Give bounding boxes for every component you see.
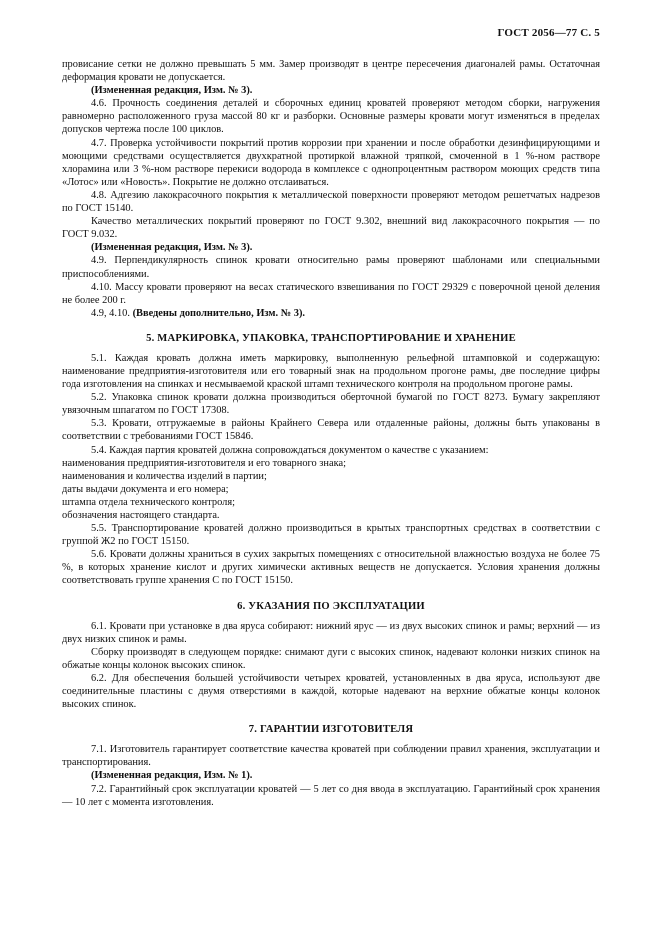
- revision-note: (Измененная редакция, Изм. № 1).: [91, 770, 253, 782]
- paragraph: даты выдачи документа и его номера;: [62, 483, 229, 495]
- paragraph: 4.10. Массу кровати проверяют на весах статического взвешивания по ГОСТ 29329 с поверочной ценой деления не более 200 г.: [62, 281, 600, 306]
- paragraph: 5.1. Каждая кровать должна иметь маркировку, выполненную рельефной штамповкой и содержащую: наименование предприятия-изготовителя или его товарный знак на продольном прогоне рамы, две последние цифры года изготовления на спинках и несмываемой краской штамп технического контроля на продольном прогоне рамы.: [62, 352, 600, 391]
- paragraph: наименования и количества изделий в партии;: [62, 470, 267, 482]
- paragraph: 6.1. Кровати при установке в два яруса собирают: нижний ярус — из двух высоких спинок и рамы; верхний — из двух низких спинок и рамы.: [62, 620, 600, 645]
- paragraph: 5.3. Кровати, отгружаемые в районы Крайнего Севера или отдаленные районы, должны быть упакованы в соответствии с требованиями ГОСТ 15846.: [62, 418, 600, 443]
- section-heading: 6. УКАЗАНИЯ ПО ЭКСПЛУАТАЦИИ: [237, 600, 425, 612]
- paragraph: 7.1. Изготовитель гарантирует соответствие качества кроватей при соблюдении правил хранения, эксплуатации и транспортирования.: [62, 744, 600, 769]
- paragraph: 4.8. Адгезию лакокрасочного покрытия к металлической поверхности проверяют методом решетчатых надрезов по ГОСТ 15140.: [62, 189, 600, 215]
- revision-note: (Измененная редакция, Изм. № 3).: [91, 242, 253, 254]
- paragraph: Качество металлических покрытий проверяют по ГОСТ 9.302, внешний вид лакокрасочного покрытия — по ГОСТ 9.032.: [62, 216, 600, 241]
- paragraph: 4.6. Прочность соединения деталей и сборочных единиц кроватей проверяют методом сборки, нагружения равномерно расположенного груза массой 80 кг и разборки. Основные размеры кровати могут изменяться в пределах допусков чертежа после 100 циклов.: [62, 98, 600, 136]
- paragraph: 4.9. Перпендикулярность спинок кровати относительно рамы проверяют шаблонами или специальными приспособлениями.: [62, 255, 600, 280]
- amendment-ref: 4.9, 4.10.: [91, 307, 133, 319]
- paragraph: 6.2. Для обеспечения большей устойчивости четырех кроватей, установленных в два яруса, используют две соединительные пластины с двумя отверстиями в каждой, которые надевают на верхние обжатые концы колонок высоких спинок.: [62, 672, 600, 711]
- paragraph: 5.4. Каждая партия кроватей должна сопровождаться документом о качестве с указанием:: [91, 444, 489, 456]
- paragraph: 5.6. Кровати должны храниться в сухих закрытых помещениях с относительной влажностью воздуха не более 75 %, в которых хранение кислот и других химически активных веществ не допускается. Условия хранения должны соответствовать группе хранения С по ГОСТ 15150.: [62, 549, 600, 587]
- paragraph: штампа отдела технического контроля;: [62, 496, 235, 508]
- revision-note: (Измененная редакция, Изм. № 3).: [91, 85, 253, 97]
- paragraph: обозначения настоящего стандарта.: [62, 510, 220, 521]
- document-body: [62, 58, 600, 809]
- paragraph: 4.7. Проверка устойчивости покрытий против коррозии при хранении и после обработки дезинфицирующими и моющими средствами осуществляется двухкратной протиркой влажной тряпкой, смоченной в 1 %-ном растворе хлорамина или 3 %-ном растворе перекиси водорода в комплексе с однопроцентным раствором моющих средств типа «Лотос» или «Новость». Покрытие не должно отслаиваться.: [62, 137, 600, 188]
- paragraph: 5.5. Транспортирование кроватей должно производиться в крытых транспортных средствах в соответствии с группой Ж2 по ГОСТ 15150.: [62, 523, 600, 548]
- paragraph: 7.2. Гарантийный срок эксплуатации кроватей — 5 лет со дня ввода в эксплуатацию. Гарантийный срок хранения — 10 лет с момента изготовления.: [62, 783, 600, 808]
- section-heading: 7. ГАРАНТИИ ИЗГОТОВИТЕЛЯ: [248, 724, 414, 736]
- page-header: ГОСТ 2056—77 С. 5: [497, 27, 600, 39]
- amendment-note: [62, 307, 600, 320]
- amendment-label: (Введены дополнительно, Изм. № 3).: [132, 307, 305, 319]
- paragraph: провисание сетки не должно превышать 5 мм. Замер производят в центре пересечения диагоналей рамы. Остаточная деформация кровати не допускается.: [62, 59, 600, 84]
- section-heading: 5. МАРКИРОВКА, УПАКОВКА, ТРАНСПОРТИРОВАНИЕ И ХРАНЕНИЕ: [146, 332, 516, 344]
- paragraph: наименования предприятия-изготовителя и его товарного знака;: [62, 457, 346, 469]
- paragraph: Сборку производят в следующем порядке: снимают дуги с высоких спинок, надевают колонки низких спинок на обжатые концы колонок высоких спинок.: [62, 646, 600, 671]
- paragraph: 5.2. Упаковка спинок кровати должна производиться оберточной бумагой по ГОСТ 8273. Бумагу закрепляют увязочным шпагатом по ГОСТ 17308.: [62, 392, 600, 417]
